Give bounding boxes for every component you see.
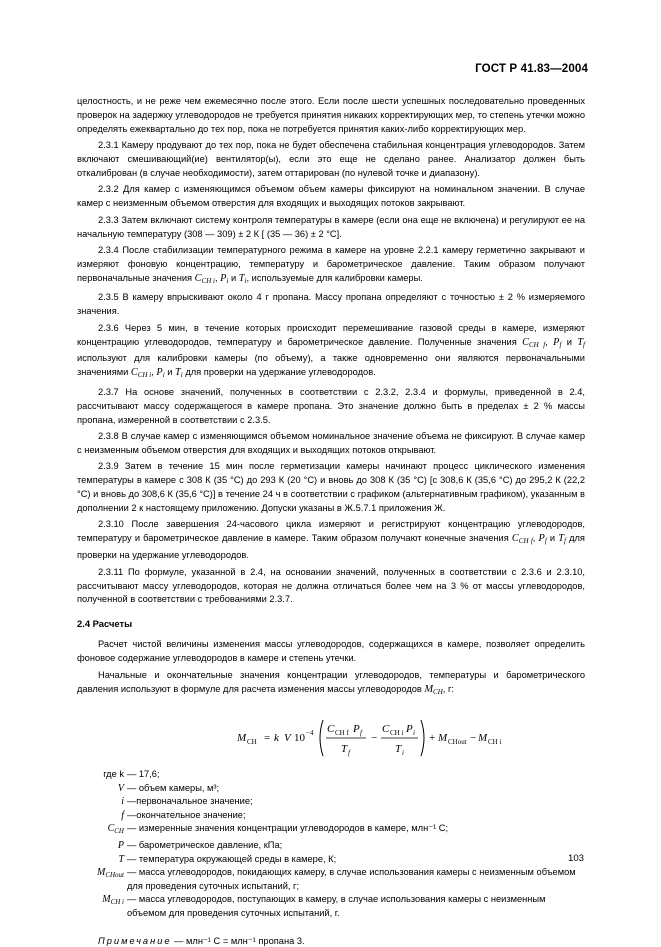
glossary-symbol bbox=[77, 822, 127, 839]
formula-minus: − bbox=[470, 731, 477, 744]
paragraph-2-3-1: 2.3.1 Камеру продувают до тех пор, пока не будет обеспечена стабильная концентрация углеводородов. Затем включают смешивающий(ие) вентилятор(ы), если это еще не сделано ранее. Анализатор должен быть откалиброван (в случае необходимости), затем оттарирован (по нулевой точке и диапазону). bbox=[77, 140, 585, 179]
formula-svg bbox=[237, 708, 502, 766]
symbol: M bbox=[102, 894, 111, 906]
symbol-glossary bbox=[77, 768, 585, 921]
paragraph-2-3-6: 2.3.6 Через 5 мин, в течение которых происходит перемешивание газовой среды в камере, измеряют концентрацию углеводородов, температуру и барометрическое давление. Полученные значения $C_{CH f}$, $P_f$ и $T_f$ используют для калибровки камеры (по объему), а также одновременно они являются первоначальными значениями $C_{CH i}$, $P_i$ и $T_i$ для проверки на удержание углеводородов. bbox=[77, 322, 585, 380]
glossary-row bbox=[77, 866, 585, 893]
glossary-row bbox=[77, 809, 585, 823]
var-t-f: $T_f$ bbox=[558, 533, 566, 546]
num-sub-f: f bbox=[360, 728, 362, 737]
var-c-ch-f: $C_{CH f}$ bbox=[511, 533, 533, 546]
glossary-symbol: P bbox=[117, 839, 124, 851]
formula-k: k bbox=[274, 731, 279, 744]
page-body bbox=[77, 95, 585, 947]
glossary-symbol: V bbox=[117, 782, 124, 794]
glossary-text: — масса углеводородов, покидающих камеру, в случае использования камеры с неизменным объемом для проведения суточных испытаний, г; bbox=[127, 867, 576, 891]
symbol: C bbox=[107, 823, 115, 835]
text: 2.3.6 Через 5 мин, в течение которых происходит перемешивание газовой среды в камере, измеряют концентрацию углеводородов, температуру и барометрическое давление. Полученные значения bbox=[77, 322, 585, 347]
var-m-ch: $M_{CH}$ bbox=[424, 683, 443, 696]
text: и bbox=[549, 533, 556, 544]
document-header: ГОСТ Р 41.83—2004 bbox=[475, 62, 588, 75]
formula-lhs: M bbox=[237, 731, 247, 744]
text: и bbox=[566, 336, 572, 347]
right-paren bbox=[421, 720, 424, 756]
num-c: C bbox=[382, 722, 390, 735]
num-sub-ch-f: CH f bbox=[335, 728, 349, 737]
text: для проверки на удержание углеводородов. bbox=[185, 367, 376, 378]
den-sub-f: f bbox=[348, 748, 350, 757]
formula-lhs-sub: CH bbox=[247, 737, 257, 746]
glossary-row bbox=[77, 782, 585, 796]
paragraph-2-3-9: 2.3.9 Затем в течение 15 мин после герметизации камеры начинают процесс циклического изменения температуры в камере с 308 К (35 °С) до 293 К (20 °С) и вновь до 308 К (35 °С) [с 308,6 К (35,6 °С) до 295,2 К (22,2 °С) и вновь до 308,6 К (35,6 °С)] в течение 24 ч в соответствии с графиком (альтернативным графиком), указанным в дополнении 2 к настоящему приложению. Допуски указаны в Ж.5.7.1 приложения Ж. bbox=[77, 461, 585, 513]
var-c-ch-i: $C_{CH i}$ bbox=[130, 367, 152, 380]
paragraph-2-3-3: 2.3.3 Затем включают систему контроля температуры в камере (если она еще не включена) и регулируют ее на начальную температуру (308 — 309) ± 2 К [ (35 — 36) ± 2 °С]. bbox=[77, 214, 585, 239]
formula-sub-chout: CHout bbox=[448, 737, 467, 746]
glossary-symbol bbox=[77, 893, 127, 920]
text: 2.3.10 После завершения 24-часового цикла измеряют и регистрируют концентрацию углеводородов, температуру и барометрическое давление в камере. Таким образом получают конечные значения bbox=[77, 519, 585, 544]
glossary-text: — измеренные значения концентрации углеводородов в камере, млн⁻¹ С; bbox=[127, 823, 449, 834]
paragraph-2-3-5: 2.3.5 В камеру впрыскивают около 4 г пропана. Массу пропана определяют с точностью ± 2 % измеряемого значения. bbox=[77, 292, 585, 317]
text: 2.3.4 После стабилизации температурного режима в камере на уровне 2.2.1 камеру герметично закрывают и измеряют фоновую концентрацию, температуру и барометрическое давление. Таким образом получают первоначальные значения bbox=[77, 245, 585, 283]
text: , используемые для калибровки камеры. bbox=[246, 272, 423, 283]
text: для проверки на удержание углеводородов. bbox=[77, 533, 585, 561]
var-p-i: $P_i$ bbox=[220, 272, 229, 285]
symbol-sub: CHout bbox=[105, 871, 124, 880]
var-p-i: $P_i$ bbox=[156, 367, 165, 380]
paragraph-2-4-b bbox=[77, 669, 585, 700]
glossary-text: — масса углеводородов, поступающих в камеру, в случае использования камеры с неизменным объемом для проведения суточных испытаний, г. bbox=[127, 894, 546, 918]
glossary-text: — температура окружающей среды в камере, К; bbox=[127, 853, 337, 864]
text: Начальные и окончательные значения концентрации углеводородов, температуры и барометрического давления используют в формуле для расчета изменения массы углеводородов bbox=[77, 669, 585, 694]
var-t-i: $T_i$ bbox=[238, 272, 247, 285]
text: и bbox=[167, 367, 173, 378]
glossary-text: — барометрическое давление, кПа; bbox=[127, 839, 283, 850]
den-t: T bbox=[395, 742, 402, 755]
formula-minus: − bbox=[371, 731, 378, 744]
num-c: C bbox=[327, 722, 335, 735]
glossary-symbol: f bbox=[121, 809, 124, 821]
glossary-text: — 17,6; bbox=[127, 768, 160, 779]
glossary-row bbox=[77, 795, 585, 809]
num-sub-ch-i: CH i bbox=[390, 728, 404, 737]
paragraph-2-3-8: 2.3.8 В случае камер с изменяющимся объемом номинальное значение объема не фиксируют. В случае камер с неизменным объемом отверстия для входящих и выходящих потоков открывают. bbox=[77, 430, 585, 455]
var-c-ch-i: $C_{CH i}$ bbox=[194, 272, 215, 285]
symbol-sub: CH bbox=[114, 827, 124, 836]
var-c-ch-f: $C_{CH f}$ bbox=[522, 336, 546, 349]
var-t-i: $T_i$ bbox=[175, 367, 183, 380]
num-sub-i: i bbox=[413, 728, 415, 737]
glossary-symbol: T bbox=[118, 853, 124, 865]
text: используют для калибровки камеры (по объему), а также одновременно они являются первоначальными значениями bbox=[77, 353, 585, 378]
glossary-text: —первоначальное значение; bbox=[127, 796, 253, 807]
var-t-f: $T_f$ bbox=[577, 336, 585, 349]
glossary-text: — объем камеры, м³; bbox=[127, 782, 220, 793]
page-number: 103 bbox=[567, 853, 584, 864]
formula-exponent: −4 bbox=[306, 728, 314, 737]
formula-m: M bbox=[478, 731, 488, 744]
num-p: P bbox=[353, 722, 360, 735]
den-sub-i: i bbox=[402, 748, 404, 757]
paragraph-2-3-4: 2.3.4 После стабилизации температурного режима в камере на уровне 2.2.1 камеру герметично закрывают и измеряют фоновую концентрацию, температуру и барометрическое давление. Таким образом получают первоначальные значения $C_{CH i}$, $P_i$ и $T_i$, используемые для калибровки камеры. bbox=[77, 245, 585, 285]
glossary-row bbox=[77, 853, 585, 867]
text: , г: bbox=[442, 683, 454, 694]
section-heading: 2.4 Расчеты bbox=[77, 618, 133, 630]
glossary-text: —окончательное значение; bbox=[127, 809, 246, 820]
var-p-f: $P_f$ bbox=[553, 336, 562, 349]
glossary-symbol bbox=[77, 866, 127, 893]
glossary-row bbox=[77, 893, 585, 920]
glossary-row bbox=[77, 768, 585, 782]
num-p: P bbox=[406, 722, 413, 735]
formula-ten: 10 bbox=[294, 731, 305, 744]
symbol-sub: CH i bbox=[110, 898, 124, 907]
glossary-symbol: i bbox=[121, 796, 124, 808]
symbol: M bbox=[96, 867, 106, 879]
paragraph-2-3-10: 2.3.10 После завершения 24-часового цикла измеряют и регистрируют концентрацию углеводородов, температуру и барометрическое давление в камере. Таким образом получают конечные значения $C_{CH f}$, $P_f$ и $T_f$ для проверки на удержание углеводородов. bbox=[77, 519, 585, 561]
note-text: — млн⁻¹ С = млн⁻¹ пропана 3. bbox=[171, 936, 305, 947]
glossary-row bbox=[77, 839, 585, 853]
text: и bbox=[230, 272, 237, 283]
formula-m: M bbox=[438, 731, 448, 744]
paragraph-2-4-a: Расчет чистой величины изменения массы углеводородов, содержащихся в камере, позволяет определить фоновое содержание углеводородов в камере и степень утечки. bbox=[77, 639, 585, 664]
formula-sub-chi: CH i bbox=[488, 737, 502, 746]
formula-equals: = bbox=[264, 731, 271, 744]
note-label: Примечание bbox=[98, 936, 172, 947]
paragraph-2-3-11: 2.3.11 По формуле, указанной в 2.4, на основании значений, полученных в соответствии с 2.3.6 и 2.3.10, рассчитывают массу углеводородов, которая не должна отличаться более чем на 3 % от массы углеводородов, полученной в соответствии с требованиями 2.3.7. bbox=[77, 566, 585, 605]
formula-plus: + bbox=[429, 731, 436, 744]
paragraph-2-3-2: 2.3.2 Для камер с изменяющимся объемом объем камеры фиксируют на номинальном значении. В случае камер с неизменным объемом отверстия для входящих и выходящих потоков закрывают. bbox=[77, 184, 585, 209]
paragraph: целостность, и не реже чем ежемесячно после этого. Если после шести успешных последовательно проведенных проверок на задержку углеводородов не требуется принятия никаких корректирующих мер, то степень утечки можно определять ежеквартально до тех пор, пока не потребуется принятия каких-либо корректирующих мер. bbox=[77, 96, 585, 134]
paragraph-2-3-7: 2.3.7 На основе значений, полученных в соответствии с 2.3.2, 2.3.4 и формулы, приведенной в 2.4, рассчитывают массу содержащегося в камере пропана. Это значение должно быть в пределах ± 2 % массы пропана, измеренной в соответствии с 2.3.5. bbox=[77, 386, 585, 425]
den-t: T bbox=[341, 742, 348, 755]
note bbox=[77, 936, 585, 947]
mass-formula bbox=[77, 702, 585, 768]
formula-v: V bbox=[284, 731, 291, 744]
left-paren bbox=[320, 720, 323, 756]
var-p-f: $P_f$ bbox=[538, 533, 547, 546]
glossary-symbol: где k bbox=[103, 768, 124, 779]
glossary-row bbox=[77, 822, 585, 839]
